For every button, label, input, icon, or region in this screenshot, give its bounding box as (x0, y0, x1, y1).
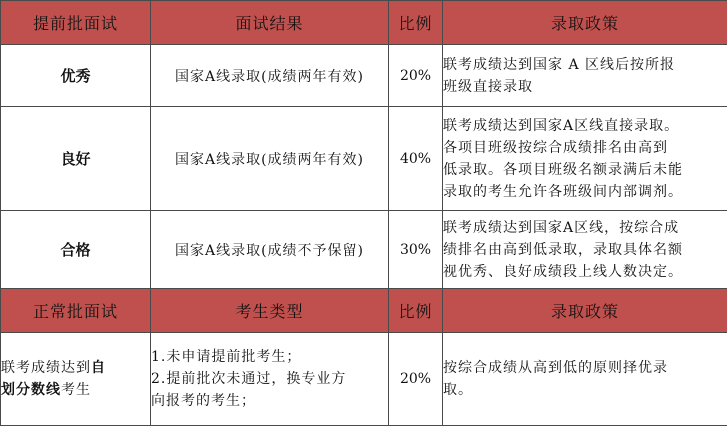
header-candidate-type: 考生类型 (151, 289, 389, 333)
level-excellent: 优秀 (1, 45, 151, 107)
result-excellent: 国家A线录取(成绩两年有效) (151, 45, 389, 107)
policy-line: 录取的考生允许各班级间内部调剂。 (443, 181, 727, 203)
type-line: 2.提前批次未通过，换专业方 (151, 368, 388, 390)
policy-line: 视优秀、良好成绩段上线人数决定。 (443, 261, 727, 283)
policy-line: 按综合成绩从高到低的原则择优录 (443, 357, 727, 379)
target-bold: 划分数线 (1, 382, 61, 398)
policy-good (443, 107, 727, 211)
header-early-interview: 提前批面试 (1, 1, 151, 45)
target-text: 考生 (61, 382, 91, 398)
table-row-normal (1, 333, 727, 426)
policy-excellent (443, 45, 727, 107)
table-row-pass (1, 211, 727, 289)
level-pass: 合格 (1, 211, 151, 289)
table-row-good (1, 107, 727, 211)
header-admission-policy-2: 录取政策 (443, 289, 727, 333)
policy-normal (443, 333, 727, 426)
candidate-types (151, 333, 389, 426)
policy-line: 联考成绩达到国家 A 区线后按所报 (443, 54, 727, 76)
type-line: 1.未申请提前批考生； (151, 346, 388, 368)
header-interview-result: 面试结果 (151, 1, 389, 45)
table-row-excellent (1, 45, 727, 107)
header-ratio-2: 比例 (389, 289, 443, 333)
target-bold: 自 (91, 360, 106, 376)
ratio-normal: 20% (389, 333, 443, 426)
ratio-good: 40% (389, 107, 443, 211)
target-text: 联考成绩达到 (1, 360, 91, 376)
header-admission-policy: 录取政策 (443, 1, 727, 45)
type-line: 向报考的考生； (151, 390, 388, 412)
policy-line: 绩排名由高到低录取，录取具体名额 (443, 239, 727, 261)
policy-line: 班级直接录取 (443, 76, 727, 98)
policy-pass (443, 211, 727, 289)
ratio-excellent: 20% (389, 45, 443, 107)
policy-line: 联考成绩达到国家A区线直接录取。 (443, 115, 727, 137)
ratio-pass: 30% (389, 211, 443, 289)
header-ratio: 比例 (389, 1, 443, 45)
policy-line: 各项目班级按综合成绩排名由高到 (443, 137, 727, 159)
header-row-early-batch (1, 1, 727, 45)
policy-line: 低录取。各项目班级名额录满后未能 (443, 159, 727, 181)
header-row-normal-batch (1, 289, 727, 333)
policy-line: 联考成绩达到国家A区线，按综合成 (443, 217, 727, 239)
level-good: 良好 (1, 107, 151, 211)
target-line (1, 357, 150, 379)
policy-line: 取。 (443, 379, 727, 401)
target-line (1, 379, 150, 401)
normal-target (1, 333, 151, 426)
result-good: 国家A线录取(成绩两年有效) (151, 107, 389, 211)
result-pass: 国家A线录取(成绩不予保留) (151, 211, 389, 289)
header-normal-interview: 正常批面试 (1, 289, 151, 333)
